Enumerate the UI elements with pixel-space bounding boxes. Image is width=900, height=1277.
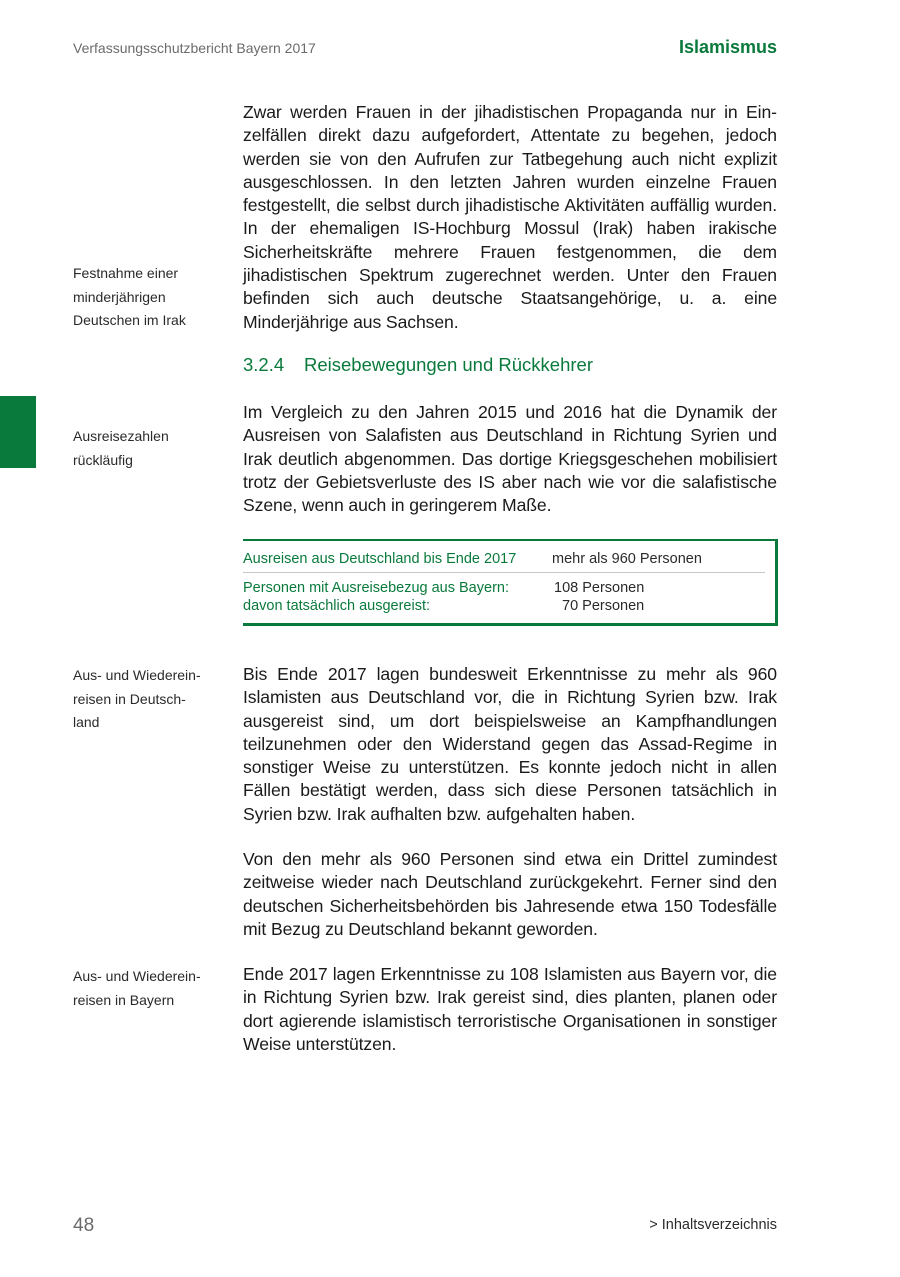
margin-note-ausreisezahlen bbox=[73, 425, 223, 472]
margin-note-bayern bbox=[73, 965, 223, 1012]
page-number: 48 bbox=[73, 1215, 95, 1236]
margin-note-line: reisen in Deutsch- bbox=[73, 690, 186, 707]
paragraph-rueckkehrer: Von den mehr als 960 Personen sind etwa ein Drittel zumindest zeitweise wieder nach Deutschland zurückgekehrt. Ferner sind den deutschen Sicherheitsbehörden bis Jahresende etwa 150 Todesfälle mit Bezug zu Deutschland bekannt geworden. bbox=[243, 849, 777, 939]
paragraph-bundesweit: Bis Ende 2017 lagen bundesweit Erkenntnisse zu mehr als 960 Islamisten aus Deutschland vor, die in Richtung Syrien bzw. Irak ausgereist sind, um dort beispielsweise an Kampfhandlungen teilzunehmen oder den Widerstand gegen das Assad-Regime in sonstiger Weise zu unterstützen. Es konnte jedoch nicht in allen Fällen bestätigt werden, dass sich diese Personen tatsächlich in Syrien bzw. Irak aufhalten bzw. aufgehalten haben. bbox=[243, 664, 777, 824]
section-number: 3.2.4 bbox=[243, 354, 285, 375]
paragraph-frauen: Zwar werden Frauen in der jihadistischen Propaganda nur in Einzelfällen direkt dazu aufgefordert, Attentate zu begehen, jedoch werden sie von den Aufrufen zur Tatbegehung auch nicht explizit ausgeschlossen. In den letzten Jahren wurden einzelne Frauen festgestellt, die selbst durch jihadistische Aktivitäten auffällig wurden. In der ehemaligen IS-Hochburg Mossul (Irak) haben irakische Sicherheitskräfte mehrere Frauen festgenommen, die dem jihadistischen Spektrum zugerechnet werden. Unter den Frauen befinden sich auch deutsche Staatsangehörige, u. a. eine Minderjährige aus Sachsen. bbox=[243, 102, 777, 332]
section-heading bbox=[243, 354, 593, 376]
margin-note-deutschland bbox=[73, 664, 223, 735]
box-value: 70 Personen bbox=[562, 598, 645, 614]
margin-note-line: rückläufig bbox=[73, 451, 133, 468]
chapter-marker-tab bbox=[0, 396, 36, 468]
box-divider bbox=[243, 572, 765, 573]
margin-note-line: land bbox=[73, 714, 100, 730]
table-of-contents-link[interactable]: > Inhaltsverzeichnis bbox=[649, 1217, 777, 1233]
section-title: Reisebewegungen und Rückkehrer bbox=[304, 354, 593, 375]
margin-note-line: Deutschen im Irak bbox=[73, 312, 186, 328]
paragraph-bayern: Ende 2017 lagen Erkenntnisse zu 108 Islamisten aus Bayern vor, die in Richtung Syrien bzw. Irak gereist sind, dies planten, planen oder dort agierende islamistisch terroristische Organisationen in sonstiger Weise unterstützen. bbox=[243, 964, 777, 1054]
box-value: 108 Personen bbox=[554, 580, 645, 596]
margin-note-line: reisen in Bayern bbox=[73, 991, 175, 1008]
statistics-box bbox=[243, 539, 778, 626]
margin-note-line: Ausreisezahlen bbox=[73, 428, 169, 444]
box-label: davon tatsächlich ausgereist: bbox=[243, 598, 430, 614]
margin-note-line: Aus- und Wiederein- bbox=[73, 968, 201, 984]
box-label: Ausreisen aus Deutschland bis Ende 2017 bbox=[243, 551, 517, 567]
margin-note-line: Aus- und Wiederein- bbox=[73, 667, 201, 683]
margin-note-festnahme bbox=[73, 262, 223, 333]
chapter-title: Islamismus bbox=[678, 37, 777, 57]
box-value: mehr als 960 Personen bbox=[552, 551, 702, 567]
paragraph-ausreisen: Im Vergleich zu den Jahren 2015 und 2016 hat die Dynamik der Ausreisen von Salafisten aus Deutschland in Richtung Syrien und Irak deutlich abgenommen. Das dortige Kriegsgeschehen mobilisiert trotz der Gebietsverluste des IS aber nach wie vor die salafistische Szene, wenn auch in geringerem Maße. bbox=[243, 402, 777, 516]
margin-note-line: Festnahme einer bbox=[73, 265, 179, 281]
margin-note-line: minderjährigen bbox=[73, 288, 166, 305]
running-header-title: Verfassungsschutzbericht Bayern 2017 bbox=[73, 40, 316, 56]
box-label: Personen mit Ausreisebezug aus Bayern: bbox=[243, 580, 509, 596]
